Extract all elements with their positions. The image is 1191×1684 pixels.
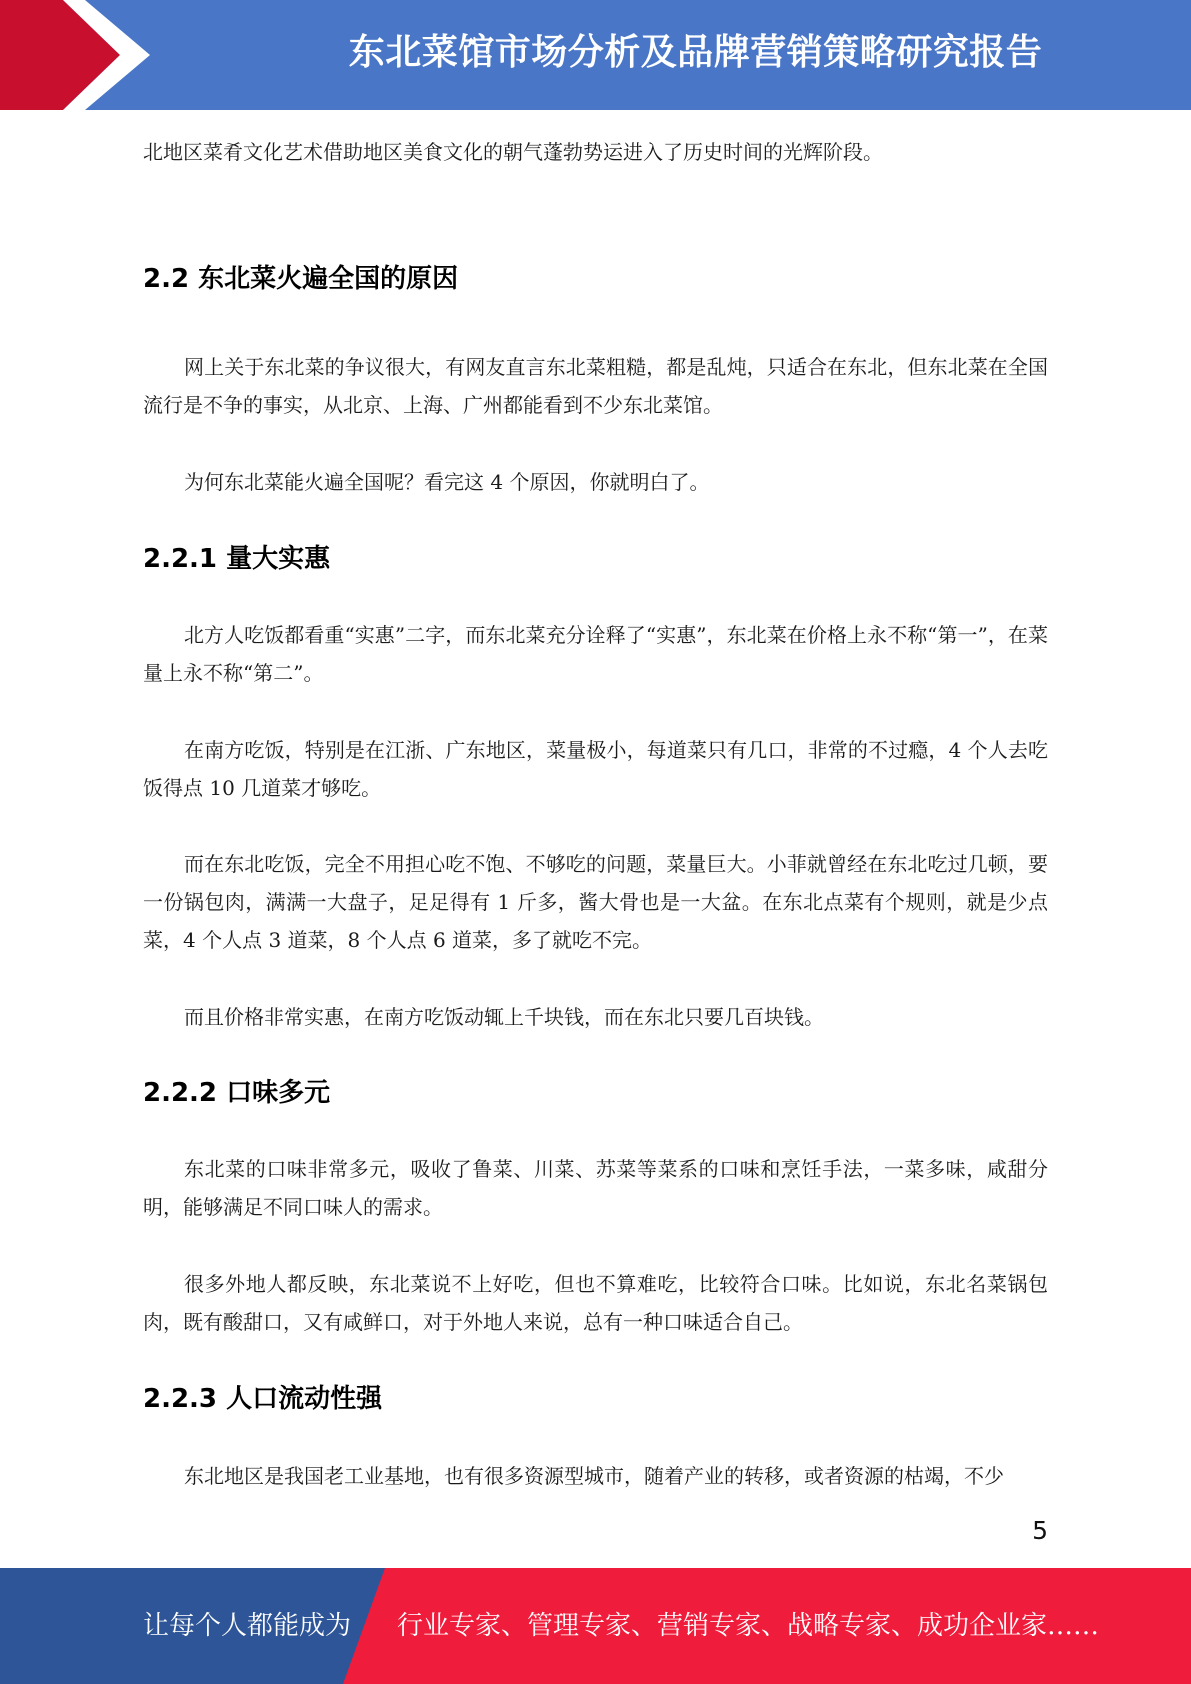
section-heading-2-2: 2.2 东北菜火遍全国的原因: [143, 264, 459, 294]
footer-slogan-left: 让每个人都能成为: [143, 1611, 352, 1641]
paragraph: 东北菜的口味非常多元，吸收了鲁菜、川菜、苏菜等菜系的口味和烹饪手法，一菜多味，咸甜分明，能够满足不同口味人的需求。: [143, 1157, 1048, 1219]
paragraph: 北地区菜肴文化艺术借助地区美食文化的朝气蓬勃势运进入了历史时间的光辉阶段。: [143, 140, 883, 164]
page-header: [0, 0, 1191, 110]
section-heading-2-2-1: 2.2.1 量大实惠: [143, 544, 331, 574]
paragraph: 而在东北吃饭，完全不用担心吃不饱、不够吃的问题，菜量巨大。小菲就曾经在东北吃过几顿，要一份锅包肉，满满一大盘子，足足得有 1 斤多，酱大骨也是一大盆。在东北点菜有个规则，就是少点菜，4 个人点 3 道菜，8 个人点 6 道菜，多了就吃不完。: [143, 852, 1048, 952]
paragraph: 北方人吃饭都看重“实惠”二字，而东北菜充分诠释了“实惠”，东北菜在价格上永不称“第一”，在菜量上永不称“第二”。: [143, 623, 1048, 685]
paragraph: 很多外地人都反映，东北菜说不上好吃，但也不算难吃，比较符合口味。比如说，东北名菜锅包肉，既有酸甜口，又有咸鲜口，对于外地人来说，总有一种口味适合自己。: [143, 1272, 1048, 1334]
paragraph: 网上关于东北菜的争议很大，有网友直言东北菜粗糙，都是乱炖，只适合在东北，但东北菜在全国流行是不争的事实，从北京、上海、广州都能看到不少东北菜馆。: [143, 355, 1048, 417]
header-arrow-decoration: [0, 0, 220, 110]
paragraph: 而且价格非常实惠，在南方吃饭动辄上千块钱，而在东北只要几百块钱。: [184, 1005, 824, 1029]
paragraph: 在南方吃饭，特别是在江浙、广东地区，菜量极小，每道菜只有几口，非常的不过瘾，4 个人去吃饭得点 10 几道菜才够吃。: [143, 738, 1048, 800]
section-heading-2-2-3: 2.2.3 人口流动性强: [143, 1384, 383, 1414]
paragraph: 为何东北菜能火遍全国呢？看完这 4 个原因，你就明白了。: [184, 470, 710, 494]
section-heading-2-2-2: 2.2.2 口味多元: [143, 1078, 331, 1108]
page-number: 5: [1032, 1516, 1048, 1545]
page-footer: [0, 1568, 1191, 1684]
document-title: 东北菜馆市场分析及品牌营销策略研究报告: [348, 32, 1043, 73]
paragraph: 东北地区是我国老工业基地，也有很多资源型城市，随着产业的转移，或者资源的枯竭，不少: [184, 1464, 1004, 1488]
footer-slogan-right: 行业专家、管理专家、营销专家、战略专家、成功企业家……: [397, 1611, 1100, 1641]
